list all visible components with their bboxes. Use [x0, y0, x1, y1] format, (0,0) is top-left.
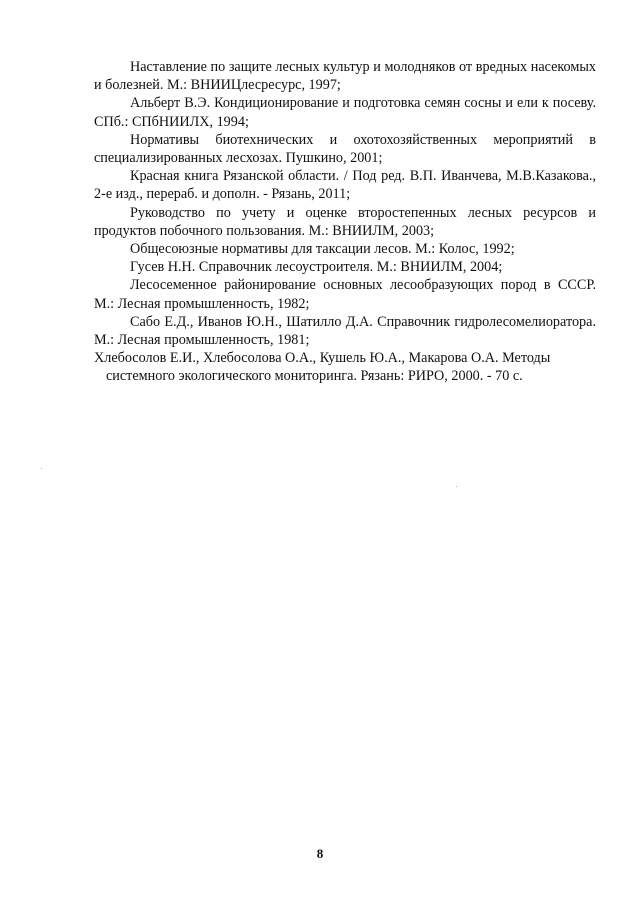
reference-line: Хлебосолов Е.И., Хлебосолова О.А., Кушель Ю.А., Макарова О.А. Методы	[94, 350, 551, 367]
reference-item: Красная книга Рязанской области. / Под ред. В.П. Иванчева, М.В.Казакова., 2-е изд., перераб. и дополн. - Рязань, 2011;	[94, 168, 596, 203]
reference-item: Сабо Е.Д., Иванов Ю.Н., Шатилло Д.А. Справочник гидролесомелиоратора. М.: Лесная промышленность, 1981;	[94, 313, 596, 349]
page-number: 8	[316, 846, 324, 861]
reference-item: Альберт В.Э. Кондиционирование и подготовка семян сосны и ели к посеву. СПб.: СПбНИИЛХ, 1994;	[94, 95, 596, 130]
scan-speck	[456, 486, 457, 487]
scan-speck	[41, 468, 42, 469]
reference-item: Руководство по учету и оценке второстепенных лесных ресурсов и продуктов побочного пользования. М.: ВНИИЛМ, 2003;	[94, 204, 596, 239]
reference-item: Лесосеменное районирование основных лесообразующих пород в СССР. М.: Лесная промышленность, 1982;	[94, 277, 596, 312]
reference-list	[94, 58, 596, 386]
reference-item-last	[94, 349, 596, 385]
reference-item: Гусев Н.Н. Справочник лесоустроителя. М.: ВНИИЛМ, 2004;	[130, 259, 503, 276]
reference-item: Наставление по защите лесных культур и молодняков от вредных насекомых и болезней. М.: ВНИИЦлесресурс, 1997;	[94, 59, 596, 94]
reference-item: Нормативы биотехнических и охотохозяйственных мероприятий в специализированных лесхозах. Пушкино, 2001;	[94, 131, 596, 167]
reference-item: Общесоюзные нормативы для таксации лесов. М.: Колос, 1992;	[130, 241, 515, 258]
reference-line: системного экологического мониторинга. Рязань: РИРО, 2000. - 70 с.	[106, 368, 523, 385]
